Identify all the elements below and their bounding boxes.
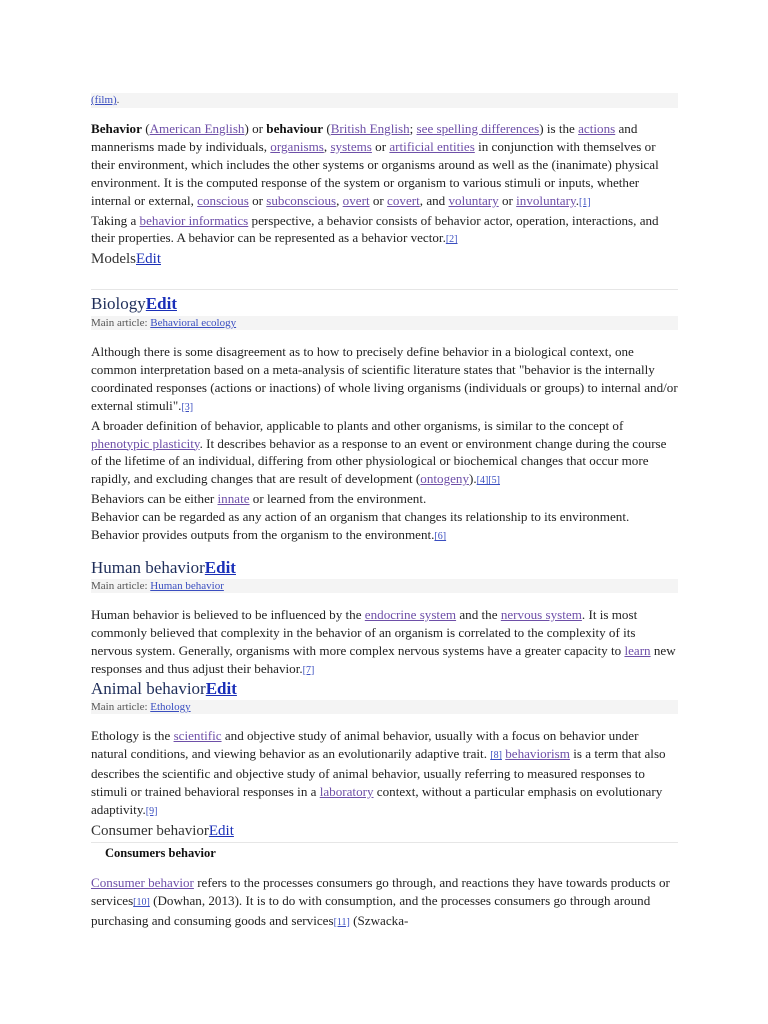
text: ). <box>469 471 477 487</box>
text: or learned from the environment. <box>249 491 427 507</box>
overt-link[interactable]: overt <box>342 192 370 208</box>
citation-9[interactable]: [9] <box>145 805 158 817</box>
biology-title: Biology <box>91 294 146 313</box>
text: (Dowhan, 2013). It is to do with consumption, and the processes consumers go through around purchasing and consuming goods and services <box>91 892 651 928</box>
organisms-link[interactable]: organisms <box>270 138 324 154</box>
text: Taking a <box>91 212 140 228</box>
consumer-body <box>91 874 678 932</box>
citation-10[interactable]: [10] <box>133 896 150 908</box>
text: , and <box>419 192 449 208</box>
text: or <box>498 192 517 208</box>
behaviorism-link[interactable]: behaviorism <box>505 745 570 761</box>
text: ( <box>141 121 150 136</box>
human-section <box>91 557 678 579</box>
actions-link[interactable]: actions <box>578 121 616 136</box>
british-english-link[interactable]: British English <box>330 121 410 136</box>
intro-paragraph-1 <box>91 120 678 212</box>
consumer-paragraph <box>91 874 678 932</box>
covert-link[interactable]: covert <box>387 192 420 208</box>
citation-6[interactable]: [6] <box>434 531 447 543</box>
text: (Szwacka- <box>349 912 409 928</box>
film-link[interactable]: (film) <box>91 94 117 106</box>
animal-behavior-edit-link[interactable]: Edit <box>205 679 237 698</box>
citation-1[interactable]: [1] <box>578 196 591 208</box>
biology-section <box>91 293 678 315</box>
biology-main-article <box>91 316 678 330</box>
text: or <box>369 192 388 208</box>
conscious-link[interactable]: conscious <box>197 192 249 208</box>
bold-behaviour: behaviour <box>266 121 324 136</box>
biology-paragraph-1 <box>91 343 678 417</box>
divider <box>91 842 678 843</box>
innate-link[interactable]: innate <box>217 491 250 507</box>
nervous-system-link[interactable]: nervous system <box>500 607 582 622</box>
biology-paragraph-4 <box>91 508 678 546</box>
text: ) or <box>244 121 267 136</box>
consumer-behavior-link[interactable]: Consumer behavior <box>91 875 194 890</box>
models-edit-link[interactable]: Edit <box>136 251 161 268</box>
text: A broader definition of behavior, applicable to plants and other organisms, is similar to the concept of <box>91 417 624 433</box>
main-article-label: Main article: <box>91 701 151 713</box>
text: refers to the processes consumers go through, and reactions they have towards products or services <box>91 875 670 908</box>
intro-section <box>91 120 678 269</box>
main-article-label: Main article: <box>91 317 151 329</box>
text: perspective, a behavior consists of behavior actor, operation, interactions, and their properties. A behavior can be represented as a behavior vector. <box>91 212 659 246</box>
human-main-article <box>91 579 678 593</box>
text: and mannerisms made by individuals, <box>91 121 638 154</box>
text: . It is most commonly believed that complexity in the behavior of an organism is correlated to the complexity of its nervous system. Generally, organisms with more complex nervous systems have a greater capacity to <box>91 607 638 658</box>
text: new responses and thus adjust their behavior. <box>91 642 676 676</box>
ethology-link[interactable]: Ethology <box>150 701 191 713</box>
divider <box>91 289 678 290</box>
citation-3[interactable]: [3] <box>181 401 194 413</box>
citation-7[interactable]: [7] <box>302 664 315 676</box>
models-heading <box>91 249 678 269</box>
behavioral-ecology-link[interactable]: Behavioral ecology <box>150 317 237 329</box>
text: Although there is some disagreement as to how to precisely define behavior in a biological context, one common interpretation based on a meta-analysis of scientific literature states that "behavior is the internally coordinated responses (actions or inactions) of whole living organisms (individuals or groups) to internal and/or external stimuli". <box>91 344 678 413</box>
text: context, without a particular emphasis on evolutionary adaptivity. <box>91 783 663 817</box>
animal-body <box>91 727 678 841</box>
text: ; <box>409 121 417 136</box>
human-behavior-edit-link[interactable]: Edit <box>204 558 236 577</box>
text: Behavior can be regarded as any action of an organism that changes its relationship to its environment. Behavior provides outputs from the organism to the environment. <box>91 509 630 543</box>
biology-paragraph-2 <box>91 417 678 491</box>
animal-behavior-title: Animal behavior <box>91 679 206 698</box>
main-article-label: Main article: <box>91 580 151 592</box>
bold-behavior: Behavior <box>91 121 142 136</box>
american-english-link[interactable]: American English <box>149 121 245 136</box>
text: in conjunction with themselves or their environment, which includes the other systems or organisms around as well as the (inanimate) physical environment. It is the computed response of the system or organism to various stimuli or inputs, whether internal or external, <box>91 138 659 208</box>
human-behavior-article-link[interactable]: Human behavior <box>150 580 224 592</box>
text: , <box>323 138 331 154</box>
human-behavior-heading <box>91 557 678 579</box>
human-behavior-title: Human behavior <box>91 558 205 577</box>
text: is a term that also describes the scientific and objective study of animal behavior, usually referring to measured responses to stimuli or trained behavioral responses in a <box>91 745 666 799</box>
text: Behaviors can be either <box>91 491 218 507</box>
text: . <box>575 192 579 208</box>
human-paragraph <box>91 606 678 680</box>
animal-section <box>91 678 678 700</box>
intro-paragraph-2 <box>91 212 678 250</box>
citation-8[interactable]: [8] <box>490 749 502 761</box>
subconscious-link[interactable]: subconscious <box>266 192 337 208</box>
text: and the <box>456 607 501 622</box>
human-body <box>91 606 678 680</box>
text: Ethology is the <box>91 728 174 743</box>
animal-behavior-heading <box>91 678 678 700</box>
text: or <box>248 192 267 208</box>
text: . It describes behavior as a response to an event or environment change during the course of the lifetime of an individual, differing from other physiological or biochemical changes that occur more rapidly, and excluding changes that are result of development ( <box>91 435 667 487</box>
models-title: Models <box>91 251 136 268</box>
biology-heading <box>91 293 678 315</box>
artificial-entities-link[interactable]: artificial entities <box>389 138 475 154</box>
text: , <box>336 192 343 208</box>
involuntary-link[interactable]: involuntary <box>516 192 576 208</box>
spelling-differences-link[interactable]: see spelling differences <box>416 121 540 136</box>
citation-4-5[interactable]: [4][5] <box>476 475 500 487</box>
behavior-informatics-link[interactable]: behavior informatics <box>139 212 249 228</box>
biology-paragraph-3 <box>91 490 678 508</box>
phenotypic-plasticity-link[interactable]: phenotypic plasticity <box>91 435 200 451</box>
text: ) is the <box>539 121 579 136</box>
consumer-behavior-heading <box>91 821 678 841</box>
consumer-behavior-edit-link[interactable]: Edit <box>208 822 234 839</box>
text: and objective study of animal behavior, usually with a focus on behavior under natural conditions, and viewing behavior as an evolutionarily adaptive trait. <box>91 728 639 761</box>
systems-link[interactable]: systems <box>330 138 372 154</box>
hatnote-bar: (film). <box>91 93 678 108</box>
voluntary-link[interactable]: voluntary <box>448 192 499 208</box>
animal-main-article <box>91 700 678 714</box>
text: ( <box>323 121 331 136</box>
learn-link[interactable]: learn <box>624 642 651 658</box>
text: or <box>371 138 390 154</box>
ontogeny-link[interactable]: ontogeny <box>420 471 470 487</box>
citation-11[interactable]: [11] <box>333 916 350 928</box>
biology-edit-link[interactable]: Edit <box>145 294 177 313</box>
scientific-link[interactable]: scientific <box>173 728 222 743</box>
laboratory-link[interactable]: laboratory <box>319 783 374 799</box>
citation-2[interactable]: [2] <box>445 234 458 246</box>
consumer-behavior-title: Consumer behavior <box>91 822 209 839</box>
text: Human behavior is believed to be influenced by the <box>91 607 365 622</box>
consumers-behavior-subheading: Consumers behavior <box>105 846 216 860</box>
biology-body <box>91 343 678 546</box>
endocrine-system-link[interactable]: endocrine system <box>364 607 457 622</box>
animal-paragraph <box>91 727 678 821</box>
